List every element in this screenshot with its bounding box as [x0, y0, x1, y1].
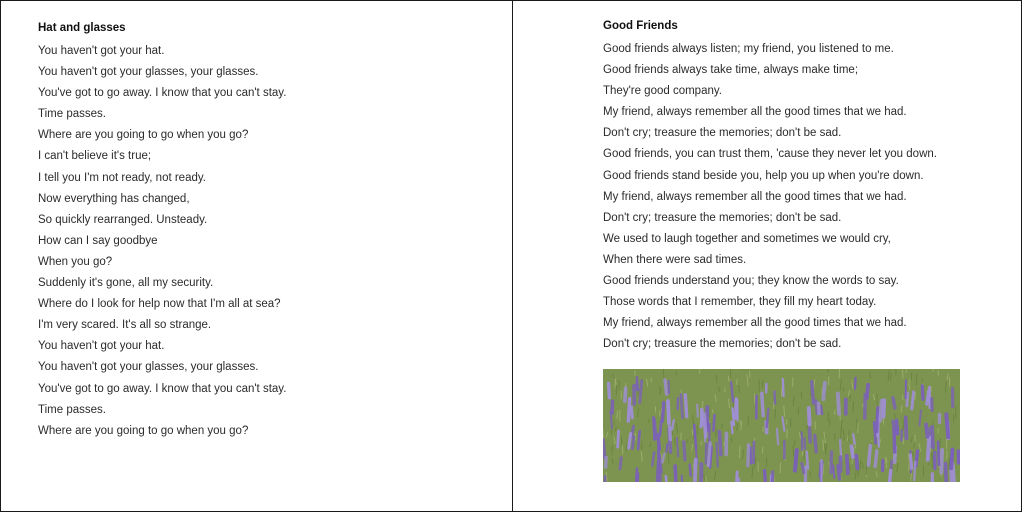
poem-line: When you go?	[38, 255, 113, 268]
poem-line: Where are you going to go when you go?	[38, 129, 249, 142]
poem-line: My friend, always remember all the good times that we had.	[603, 317, 907, 330]
poem-line: You haven't got your hat.	[38, 45, 165, 57]
poem-line: Don't cry; treasure the memories; don't be sad.	[603, 127, 842, 140]
poem-line: I tell you I'm not ready, not ready.	[38, 171, 206, 184]
poem-line: My friend, always remember all the good times that we had.	[603, 106, 907, 119]
poem-lines-left	[38, 41, 478, 442]
poem-lines-right	[603, 39, 1003, 355]
poem-line: Good friends stand beside you, help you up when you're down.	[603, 169, 924, 182]
poem-line: I'm very scared. It's all so strange.	[38, 319, 212, 332]
poem-line: You've got to go away. I know that you can't stay.	[38, 87, 287, 100]
poem-line: You've got to go away. I know that you can't stay.	[38, 382, 287, 395]
lavender-field-image	[603, 369, 960, 482]
poem-line: Good friends understand you; they know the words to say.	[603, 275, 899, 288]
poem-line: Good friends always take time, always make time;	[603, 64, 859, 77]
poem-line: You haven't got your hat.	[38, 340, 165, 353]
poem-line: Good friends always listen; my friend, you listened to me.	[603, 43, 894, 55]
poem-line: You haven't got your glasses, your glasses.	[38, 66, 259, 79]
poem-line: Don't cry; treasure the memories; don't be sad.	[603, 338, 842, 351]
poem-line: Don't cry; treasure the memories; don't be sad.	[603, 211, 842, 224]
poem-line: Suddenly it's gone, all my security.	[38, 277, 214, 290]
poem-line: We used to laugh together and sometimes we would cry,	[603, 232, 891, 245]
poem-line: My friend, always remember all the good times that we had.	[603, 190, 907, 203]
poem-title-good-friends: Good Friends	[603, 20, 678, 32]
poem-line: Time passes.	[38, 108, 106, 121]
poem-line: I can't believe it's true;	[38, 150, 152, 163]
poem-line: Time passes.	[38, 403, 106, 416]
poem-line: Good friends, you can trust them, 'cause they never let you down.	[603, 148, 937, 161]
poem-line: How can I say goodbye	[38, 234, 158, 247]
right-page	[603, 18, 1003, 355]
poem-title-hat-and-glasses: Hat and glasses	[38, 22, 126, 34]
poem-line: When there were sad times.	[603, 253, 747, 266]
poem-line: Where are you going to go when you go?	[38, 424, 249, 437]
poem-line: You haven't got your glasses, your glasses.	[38, 361, 259, 374]
lavender-field-photo	[603, 369, 960, 482]
poem-line: Where do I look for help now that I'm all at sea?	[38, 298, 281, 311]
poem-line: Those words that I remember, they fill my heart today.	[603, 296, 877, 309]
poem-line: So quickly rearranged. Unsteady.	[38, 213, 208, 226]
poem-line: Now everything has changed,	[38, 192, 190, 205]
left-page	[38, 20, 478, 442]
poem-line: They're good company.	[603, 85, 722, 98]
